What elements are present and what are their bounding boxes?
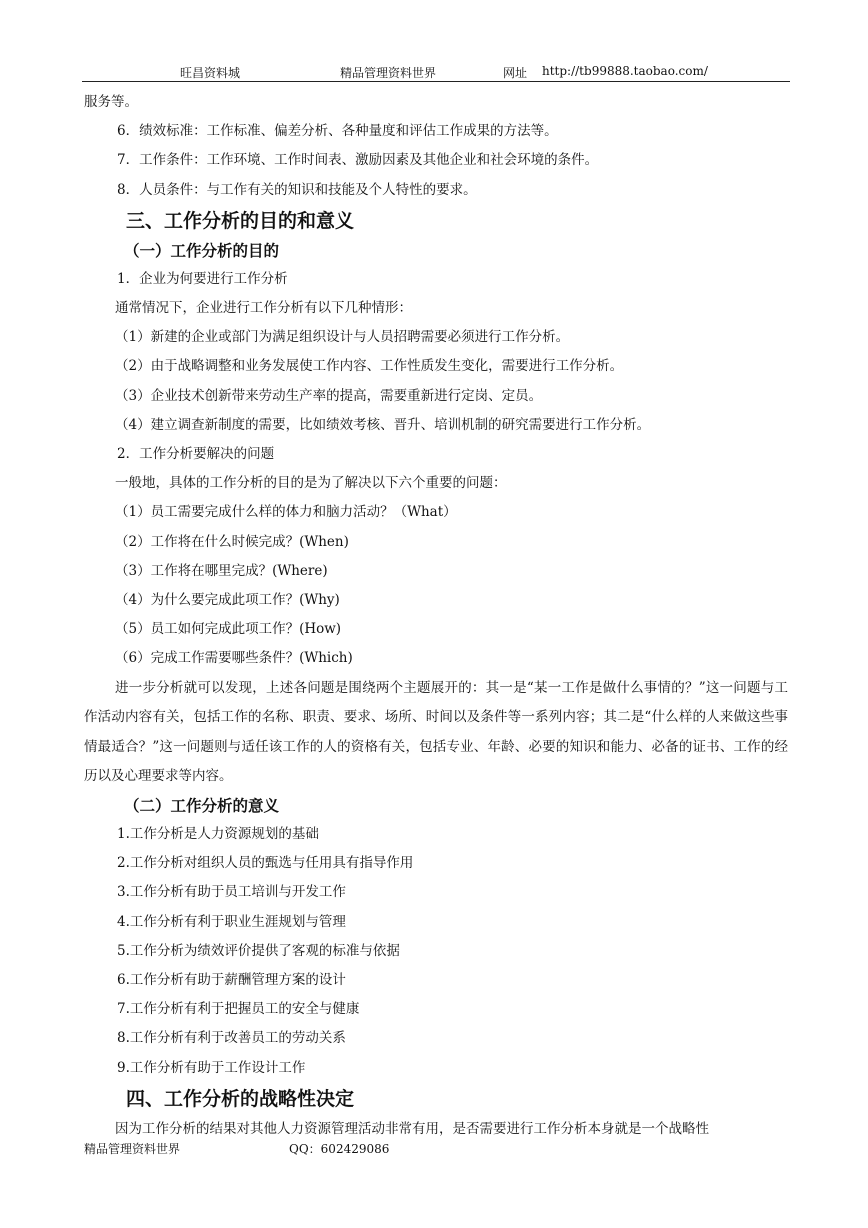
list-item: （2）工作将在什么时候完成？(When) (115, 533, 349, 550)
list-item: 8.工作分析有利于改善员工的劳动关系 (117, 1030, 346, 1047)
list-item: 1.工作分析是人力资源规划的基础 (117, 826, 319, 843)
list-item: 4.工作分析有利于职业生涯规划与管理 (117, 913, 346, 930)
list-item: 2.工作分析对组织人员的甄选与任用具有指导作用 (117, 855, 414, 872)
body-paragraph: 进一步分析就可以发现，上述各问题是围绕两个主题展开的：其一是“某一工作是做什么事情的？”这一问题与工作活动内容有关，包括工作的名称、职责、要求、场所、时间以及条件等一系列内容；其二是“什么样的人来做这些事情最适合？”这一问题则与适任该工作的人的资格有关，包括专业、年龄、必要的知识和能力、必备的证书、工作的经历以及心理要求等内容。 (84, 679, 788, 785)
list-item: 5.工作分析为绩效评价提供了客观的标准与依据 (117, 942, 400, 959)
list-item: （2）由于战略调整和业务发展使工作内容、工作性质发生变化，需要进行工作分析。 (115, 358, 624, 375)
list-item: （1）员工需要完成什么样的体力和脑力活动？（What） (115, 504, 457, 521)
text-line: 7．工作条件：工作环境、工作时间表、激励因素及其他企业和社会环境的条件。 (117, 152, 599, 169)
header-url[interactable]: http://tb99888.taobao.com/ (542, 64, 708, 78)
list-item: 6.工作分析有助于薪酬管理方案的设计 (117, 972, 346, 989)
text-line: 6．绩效标准：工作标准、偏差分析、各种量度和评估工作成果的方法等。 (117, 123, 558, 140)
list-item: （5）员工如何完成此项工作？(How) (115, 621, 342, 638)
header-middle-text: 精品管理资料世界 (340, 66, 437, 80)
text-line: 通常情况下，企业进行工作分析有以下几种情形： (115, 300, 412, 317)
header-url-label: 网址 (503, 66, 528, 80)
list-item: （4）建立调查新制度的需要，比如绩效考核、晋升、培训机制的研究需要进行工作分析。 (115, 416, 651, 433)
list-item: （3）企业技术创新带来劳动生产率的提高，需要重新进行定岗、定员。 (115, 387, 543, 404)
page-footer (84, 1138, 784, 1158)
list-item: 7.工作分析有利于把握员工的安全与健康 (117, 1001, 360, 1018)
list-item: （4）为什么要完成此项工作？(Why) (115, 592, 340, 609)
section-heading: 三、工作分析的目的和意义 (126, 209, 355, 232)
header-left-text: 旺昌资料城 (180, 66, 241, 80)
list-item: （1）新建的企业或部门为满足组织设计与人员招聘需要必须进行工作分析。 (115, 329, 570, 346)
page-header (82, 60, 790, 82)
text-line: 8．人员条件：与工作有关的知识和技能及个人特性的要求。 (117, 181, 477, 198)
page-content (84, 88, 788, 1144)
item-title: 1．企业为何要进行工作分析 (117, 270, 288, 287)
list-item: 9.工作分析有助于工作设计工作 (117, 1059, 306, 1076)
subsection-heading: （一）工作分析的目的 (124, 241, 280, 260)
text-line: 一般地，具体的工作分析的目的是为了解决以下六个重要的问题： (115, 475, 507, 492)
subsection-heading: （二）工作分析的意义 (124, 797, 280, 816)
item-title: 2．工作分析要解决的问题 (117, 446, 275, 463)
text-line: 服务等。 (84, 94, 138, 110)
section-heading: 四、工作分析的战略性决定 (126, 1087, 355, 1110)
body-paragraph: 因为工作分析的结果对其他人力资源管理活动非常有用，是否需要进行工作分析本身就是一个战略性 (115, 1120, 709, 1137)
list-item: （3）工作将在哪里完成？(Where) (115, 562, 328, 579)
list-item: （6）完成工作需要哪些条件？(Which) (115, 650, 353, 667)
footer-qq: QQ：602429086 (289, 1142, 390, 1156)
list-item: 3.工作分析有助于员工培训与开发工作 (117, 884, 346, 901)
footer-left-text: 精品管理资料世界 (84, 1142, 181, 1156)
